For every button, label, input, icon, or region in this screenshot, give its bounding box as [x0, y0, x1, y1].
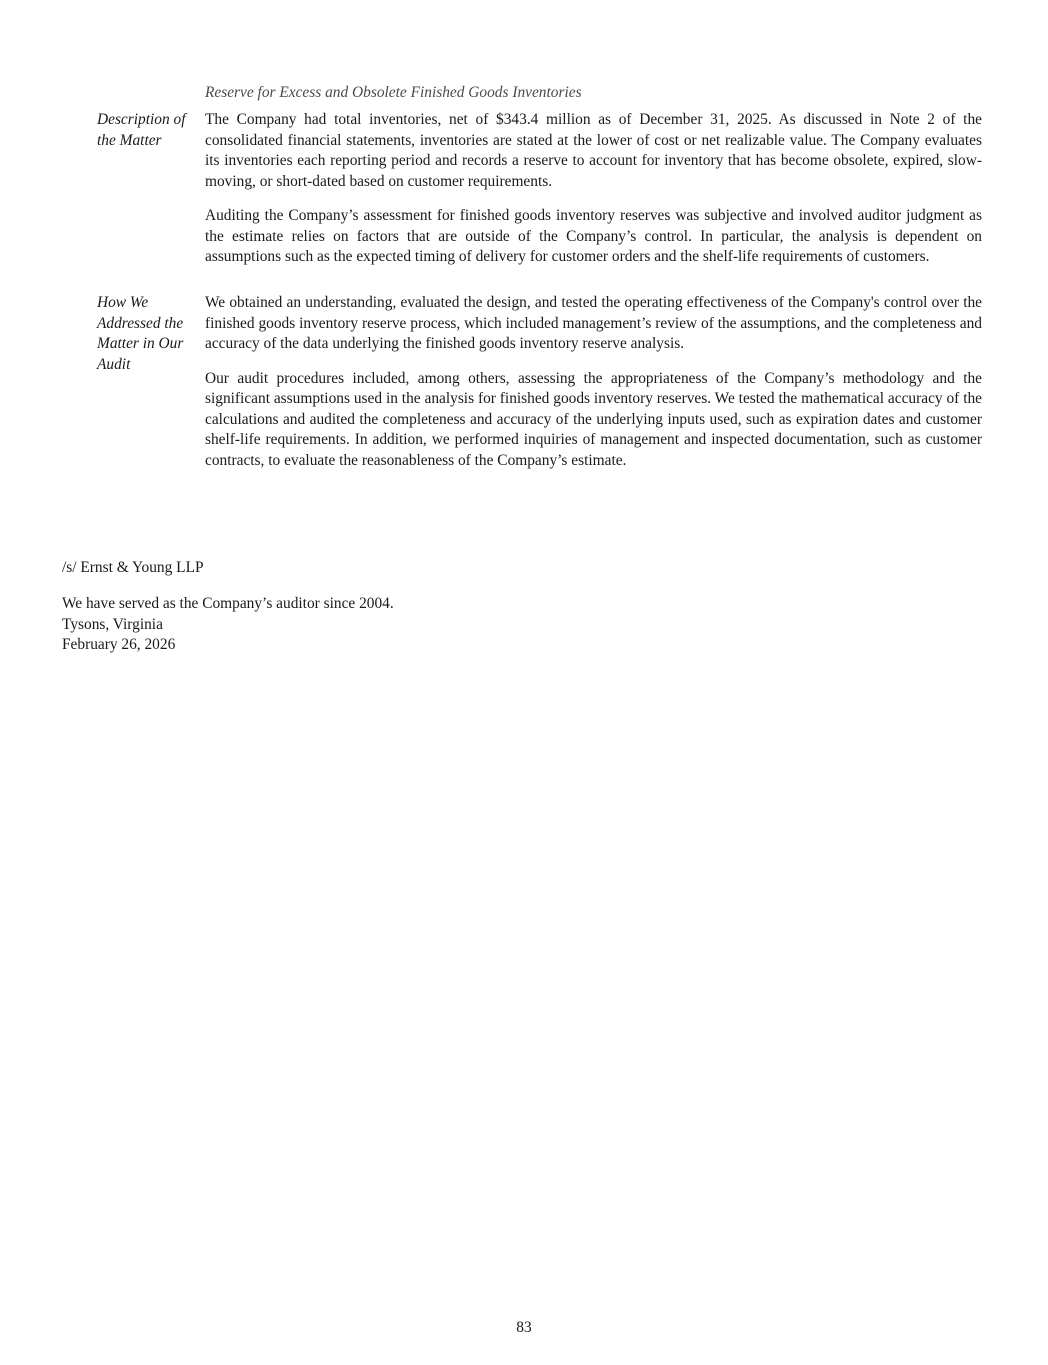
addressed-paragraph-1: We obtained an understanding, evaluated the design, and tested the operating effectiveness of the Company's control over the finished goods inventory reserve process, which included management’s review of the assumptions, and the completeness and accuracy of the data underlying the finished goods inventory reserve analysis. [205, 294, 982, 352]
critical-audit-matter-heading: Reserve for Excess and Obsolete Finished Goods Inventories [205, 84, 582, 101]
auditor-tenure-block [62, 594, 394, 656]
page-number: 83 [516, 1319, 532, 1336]
signing-location: Tysons, Virginia [62, 615, 163, 633]
addressed-body [205, 293, 982, 471]
tenure-statement: We have served as the Company’s auditor since 2004. [62, 595, 394, 612]
description-paragraph-1: The Company had total inventories, net of $343.4 million as of December 31, 2025. As discussed in Note 2 of the consolidated financial statements, inventories are stated at the lower of cost or net realizable value. The Company evaluates its inventories each reporting period and records a reserve to account for inventory that has become obsolete, expired, slow-moving, or short-dated based on customer requirements. [205, 111, 982, 190]
description-paragraph-2: Auditing the Company’s assessment for finished goods inventory reserves was subjective and involved auditor judgment as the estimate relies on factors that are outside of the Company’s control. In particular, the analysis is dependent on assumptions such as the expected timing of delivery for customer orders and the shelf-life requirements of customers. [205, 207, 982, 265]
addressed-paragraph-2: Our audit procedures included, among others, assessing the appropriateness of the Company’s methodology and the significant assumptions used in the analysis for finished goods inventory reserves. We tested the mathematical accuracy of the calculations and audited the completeness and accuracy of the underlying inputs used, such as expiration dates and customer shelf-life requirements. In addition, we performed inquiries of management and inspected documentation, such as customer contracts, to evaluate the reasonableness of the Company’s estimate. [205, 369, 982, 469]
description-body [205, 110, 982, 268]
how-we-addressed-section [97, 293, 982, 523]
auditor-signature: /s/ Ernst & Young LLP [62, 559, 204, 576]
addressed-label: How We Addressed the Matter in Our Audit [97, 294, 184, 373]
description-label: Description of the Matter [97, 111, 186, 149]
signing-date: February 26, 2026 [62, 636, 176, 653]
description-of-matter-section [97, 110, 982, 290]
